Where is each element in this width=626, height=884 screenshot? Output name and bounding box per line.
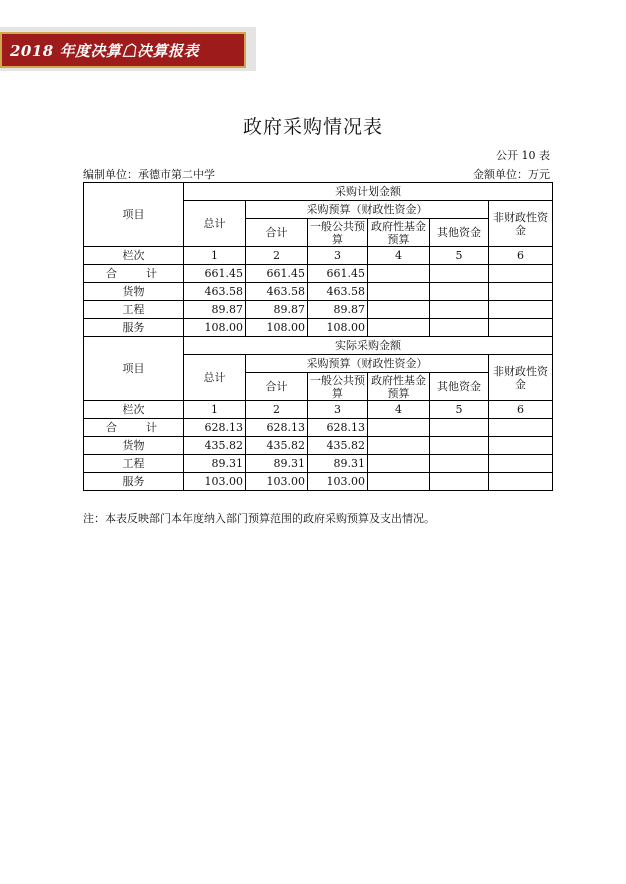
table-row xyxy=(84,437,553,455)
cell-subtotal: 463.58 xyxy=(246,283,308,301)
section-heading: 实际采购金额 xyxy=(184,337,553,355)
cell-total: 89.31 xyxy=(184,455,246,473)
total-label-char: 合 xyxy=(106,267,117,280)
cell-non-fiscal xyxy=(489,437,553,455)
table-number: 公开 10 表 xyxy=(496,149,550,162)
header-subtotal: 合计 xyxy=(246,373,308,401)
section-heading: 采购计划金额 xyxy=(184,183,553,201)
row-label: 货物 xyxy=(84,283,184,301)
table-row xyxy=(84,473,553,491)
cell-other xyxy=(430,265,489,283)
cell-other xyxy=(430,419,489,437)
cell-non-fiscal xyxy=(489,319,553,337)
row-label: 服务 xyxy=(84,319,184,337)
header-other: 其他资金 xyxy=(430,373,489,401)
total-label-char: 计 xyxy=(146,267,157,280)
table-row xyxy=(84,455,553,473)
cell-subtotal: 628.13 xyxy=(246,419,308,437)
column-number-label: 栏次 xyxy=(84,247,184,265)
header-budget-group: 采购预算（财政性资金） xyxy=(246,201,489,219)
cell-general: 89.87 xyxy=(308,301,368,319)
header-total: 总计 xyxy=(184,355,246,401)
header-general: 一般公共预算 xyxy=(308,219,368,247)
column-number: 6 xyxy=(489,401,553,419)
table-row xyxy=(84,265,553,283)
header-fund: 政府性基金预算 xyxy=(368,373,430,401)
column-number: 4 xyxy=(368,401,430,419)
cell-other xyxy=(430,437,489,455)
header-non-fiscal: 非财政性资金 xyxy=(489,201,553,247)
cell-other xyxy=(430,455,489,473)
header-row xyxy=(84,337,553,355)
header-row xyxy=(84,183,553,201)
banner-text: 2018 年度决算☖决算报表 xyxy=(10,41,199,60)
cell-general: 89.31 xyxy=(308,455,368,473)
cell-total: 435.82 xyxy=(184,437,246,455)
column-number-row xyxy=(84,247,553,265)
column-number-row xyxy=(84,401,553,419)
column-number: 2 xyxy=(246,247,308,265)
footnote: 注：本表反映部门本年度纳入部门预算范围的政府采购预算及支出情况。 xyxy=(83,512,435,525)
cell-fund xyxy=(368,301,430,319)
cell-subtotal: 103.00 xyxy=(246,473,308,491)
cell-other xyxy=(430,301,489,319)
header-general: 一般公共预算 xyxy=(308,373,368,401)
row-label xyxy=(84,419,184,437)
organization-label: 编制单位：承德市第二中学 xyxy=(83,168,215,181)
total-label-char: 计 xyxy=(146,421,157,434)
cell-non-fiscal xyxy=(489,419,553,437)
column-number: 1 xyxy=(184,247,246,265)
cell-general: 661.45 xyxy=(308,265,368,283)
row-label: 工程 xyxy=(84,301,184,319)
cell-fund xyxy=(368,419,430,437)
header-budget-group: 采购预算（财政性资金） xyxy=(246,355,489,373)
column-number-label: 栏次 xyxy=(84,401,184,419)
column-number: 5 xyxy=(430,401,489,419)
cell-fund xyxy=(368,473,430,491)
cell-other xyxy=(430,319,489,337)
column-number: 1 xyxy=(184,401,246,419)
cell-total: 628.13 xyxy=(184,419,246,437)
header-non-fiscal: 非财政性资金 xyxy=(489,355,553,401)
cell-fund xyxy=(368,319,430,337)
row-label: 服务 xyxy=(84,473,184,491)
cell-non-fiscal xyxy=(489,283,553,301)
page-title: 政府采购情况表 xyxy=(242,116,383,138)
cell-subtotal: 661.45 xyxy=(246,265,308,283)
cell-total: 108.00 xyxy=(184,319,246,337)
amount-unit-label: 金额单位：万元 xyxy=(473,168,550,181)
total-label-char: 合 xyxy=(106,421,117,434)
cell-subtotal: 108.00 xyxy=(246,319,308,337)
table-row xyxy=(84,419,553,437)
cell-total: 463.58 xyxy=(184,283,246,301)
column-number: 6 xyxy=(489,247,553,265)
column-number: 3 xyxy=(308,401,368,419)
row-label: 工程 xyxy=(84,455,184,473)
header-item: 项目 xyxy=(84,183,184,247)
cell-fund xyxy=(368,283,430,301)
report-banner xyxy=(0,32,246,68)
table-row xyxy=(84,301,553,319)
cell-subtotal: 435.82 xyxy=(246,437,308,455)
cell-other xyxy=(430,283,489,301)
cell-general: 103.00 xyxy=(308,473,368,491)
header-total: 总计 xyxy=(184,201,246,247)
cell-non-fiscal xyxy=(489,455,553,473)
cell-other xyxy=(430,473,489,491)
table-row xyxy=(84,283,553,301)
header-item: 项目 xyxy=(84,337,184,401)
cell-total: 89.87 xyxy=(184,301,246,319)
cell-subtotal: 89.31 xyxy=(246,455,308,473)
total-label-spaced xyxy=(86,421,181,434)
column-number: 2 xyxy=(246,401,308,419)
cell-general: 463.58 xyxy=(308,283,368,301)
cell-subtotal: 89.87 xyxy=(246,301,308,319)
header-other: 其他资金 xyxy=(430,219,489,247)
total-label-spaced xyxy=(86,267,181,280)
cell-non-fiscal xyxy=(489,301,553,319)
column-number: 4 xyxy=(368,247,430,265)
header-subtotal: 合计 xyxy=(246,219,308,247)
column-number: 5 xyxy=(430,247,489,265)
cell-fund xyxy=(368,437,430,455)
procurement-table xyxy=(83,182,553,491)
row-label: 货物 xyxy=(84,437,184,455)
cell-fund xyxy=(368,455,430,473)
cell-general: 435.82 xyxy=(308,437,368,455)
cell-non-fiscal xyxy=(489,473,553,491)
cell-general: 108.00 xyxy=(308,319,368,337)
header-fund: 政府性基金预算 xyxy=(368,219,430,247)
cell-general: 628.13 xyxy=(308,419,368,437)
cell-total: 661.45 xyxy=(184,265,246,283)
table-row xyxy=(84,319,553,337)
cell-non-fiscal xyxy=(489,265,553,283)
column-number: 3 xyxy=(308,247,368,265)
cell-fund xyxy=(368,265,430,283)
cell-total: 103.00 xyxy=(184,473,246,491)
row-label xyxy=(84,265,184,283)
